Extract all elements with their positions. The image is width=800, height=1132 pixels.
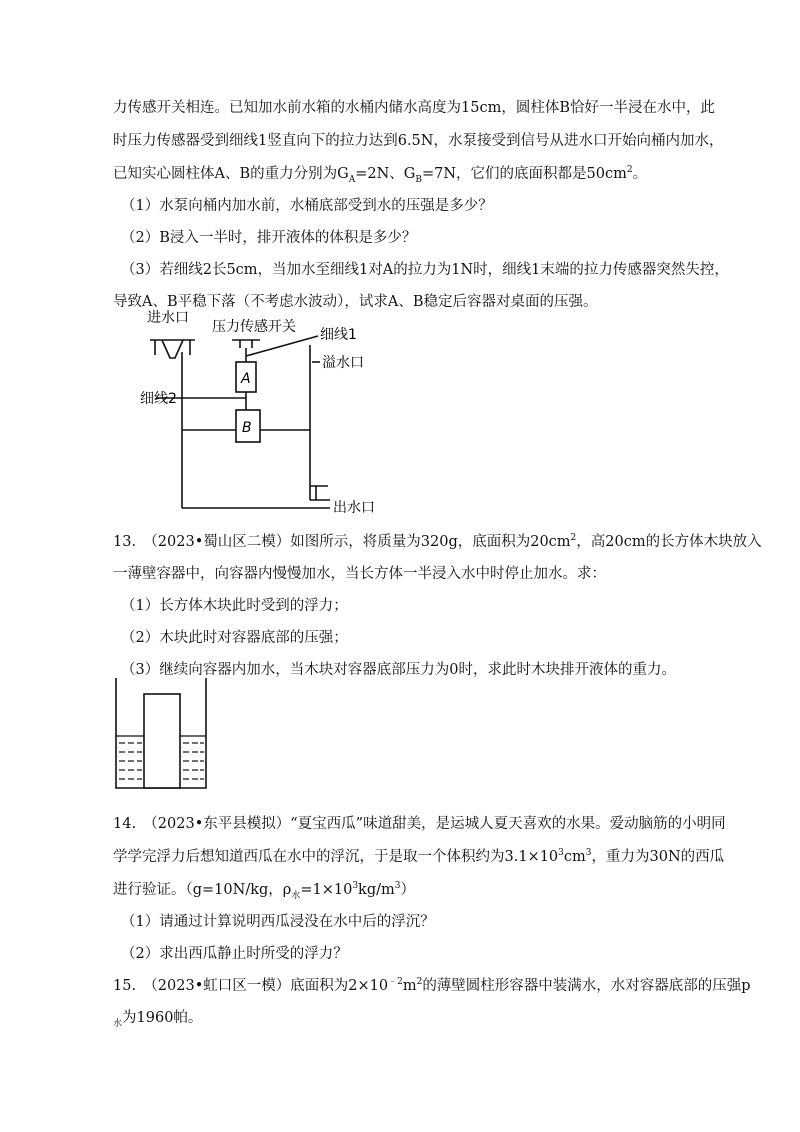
q13-sub-1: （1）长方体木块此时受到的浮力；	[121, 598, 348, 614]
q14-sub-1: （1）请通过计算说明西瓜浸没在水中后的浮沉？	[121, 914, 435, 930]
q12-sub-2: （2）B浸入一半时，排开液体的体积是多少？	[121, 230, 417, 246]
q14-line-3: 进行验证。（g=10N/kg，$\rho_水=1\times 10^3kg/m^3$）	[113, 881, 415, 901]
q14-sub-2: （2）求出西瓜静止时所受的浮力？	[121, 946, 348, 962]
block-b-label: B	[242, 420, 252, 436]
block-a-label: A	[241, 371, 251, 387]
overflow-label: 溢水口	[322, 355, 364, 371]
q15-line-1: 15. （2023•虹口区一模）底面积为$2\times 10^{﹣2}m^2$的薄壁圆柱形容器中装满水，水对容器底部的压强p	[113, 977, 751, 994]
q13-line-2: 一薄壁容器中，向容器内慢慢加水，当长方体一半浸入水中时停止加水。求：	[113, 566, 606, 582]
inlet-label: 进水口	[147, 310, 189, 326]
thread1-label: 细线1	[320, 327, 357, 343]
q12-sub-3-line-1: （3）若细线2长5cm，当加水至细线1对A的拉力为1N时，细线1末端的拉力传感器突然失控，	[121, 262, 729, 278]
thread2-label: 细线2	[140, 391, 177, 407]
q13-figure	[112, 676, 212, 791]
outlet-label: 出水口	[333, 500, 375, 516]
q12-sub-1: （1）水泵向桶内加水前，水桶底部受到水的压强是多少？	[121, 198, 493, 214]
q14-line-2: 学学完浮力后想知道西瓜在水中的浮沉，于是取一个体积约为$3.1\times 10^3cm^3$，重力为30N的西瓜	[113, 848, 725, 865]
q13-sub-2: （2）木块此时对容器底部的压强；	[121, 630, 348, 646]
q12-sub-3-line-2: 导致A、B平稳下落（不考虑水波动），试求A、B稳定后容器对桌面的压强。	[113, 294, 598, 310]
q12-figure	[140, 305, 400, 520]
q12-line-1: 力传感开关相连。已知加水前水箱的水桶内储水高度为15cm，圆柱体B恰好一半浸在水中，此	[113, 100, 715, 116]
q13-line-1: 13. （2023•蜀山区二模）如图所示，将质量为320g，底面积为$20cm^2$，高20cm的长方体木块放入	[113, 533, 762, 550]
q13-sub-3: （3）继续向容器内加水，当木块对容器底部压力为0时，求此时木块排开液体的重力。	[121, 662, 676, 678]
q14-line-1: 14. （2023•东平县模拟）“夏宝西瓜”味道甜美，是运城人夏天喜欢的水果。爱动脑筋的小明同	[113, 816, 726, 832]
q12-line-2: 时压力传感器受到细线1竖直向下的拉力达到6.5N，水泵接受到信号从进水口开始向桶内加水，	[113, 133, 724, 149]
q15-line-2: $_水$为1960帕。	[113, 1010, 203, 1029]
q12-line-3: 已知实心圆柱体A、B的重力分别为$G_A=2N$、$G_B=7N$，它们的底面积都是$50cm^2$。	[113, 165, 648, 185]
sensor-label: 压力传感开关	[212, 319, 296, 335]
